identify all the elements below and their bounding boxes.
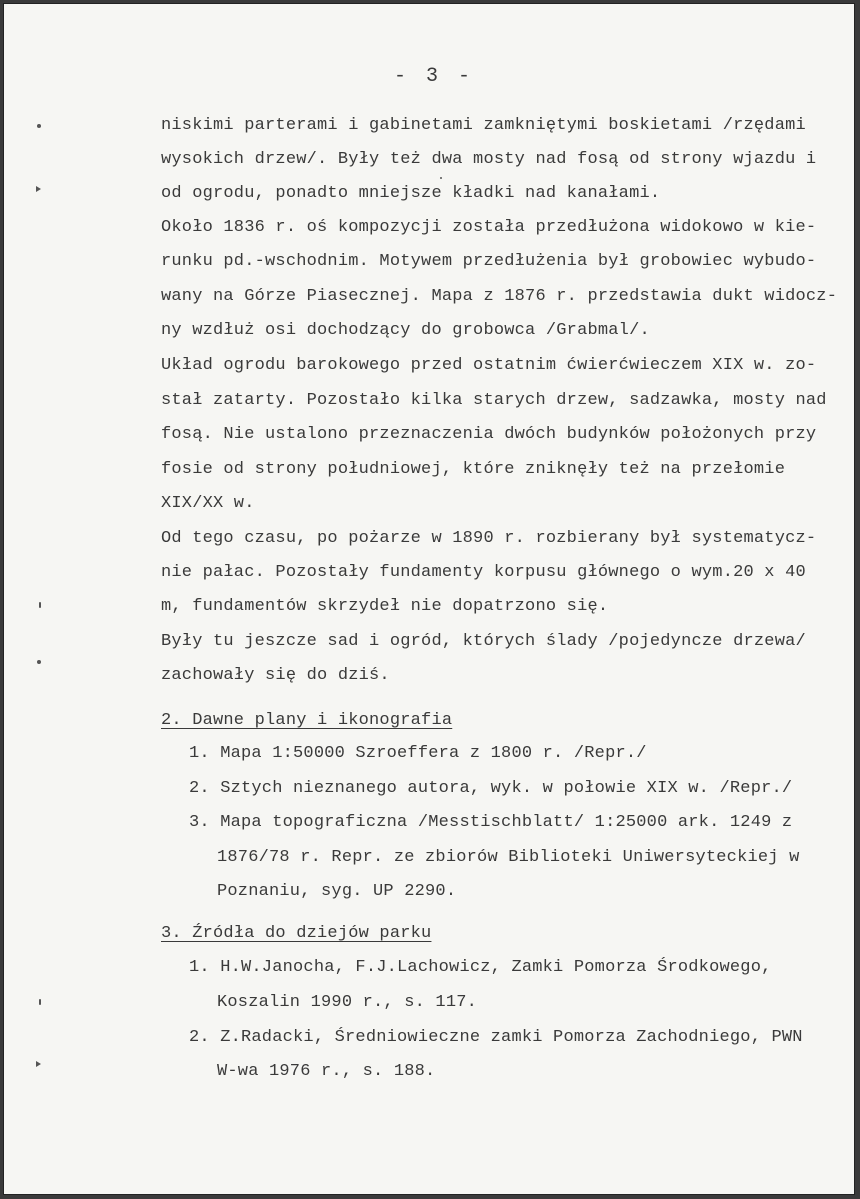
list-item-continuation: W-wa 1976 r., s. 188. [217, 1062, 436, 1081]
text-line: stał zatarty. Pozostało kilka starych drzew, sadzawka, mosty nad [161, 391, 827, 410]
list-item: 1. Mapa 1:50000 Szroeffera z 1800 r. /Repr./ [189, 744, 647, 763]
text-line: niskimi parterami i gabinetami zamkniętymi boskietami /rzędami [161, 116, 806, 135]
text-line: fosą. Nie ustalono przeznaczenia dwóch budynków położonych przy [161, 425, 817, 444]
text-line: nie pałac. Pozostały fundamenty korpusu głównego o wym.20 x 40 [161, 563, 806, 582]
text-line: zachowały się do dziś. [161, 666, 390, 685]
text-line: Układ ogrodu barokowego przed ostatnim ćwierćwieczem XIX w. zo- [161, 356, 817, 375]
page-number: - 3 - [394, 65, 475, 88]
margin-mark [440, 177, 442, 179]
section-heading: 3. Źródła do dziejów parku [161, 924, 432, 943]
text-line: runku pd.-wschodnim. Motywem przedłużenia był grobowiec wybudo- [161, 252, 817, 271]
list-item: 3. Mapa topograficzna /Messtischblatt/ 1:25000 ark. 1249 z [189, 813, 793, 832]
text-line: wany na Górze Piasecznej. Mapa z 1876 r. przedstawia dukt widocz- [161, 287, 838, 306]
text-line: od ogrodu, ponadto mniejsze kładki nad kanałami. [161, 184, 661, 203]
text-line: XIX/XX w. [161, 494, 255, 513]
section-heading: 2. Dawne plany i ikonografia [161, 711, 453, 730]
text-line: fosie od strony południowej, które zniknęły też na przełomie [161, 460, 786, 479]
list-item-continuation: Poznaniu, syg. UP 2290. [217, 882, 457, 901]
text-line: Około 1836 r. oś kompozycji została przedłużona widokowo w kie- [161, 218, 817, 237]
list-item-continuation: 1876/78 r. Repr. ze zbiorów Biblioteki Uniwersyteckiej w [217, 848, 800, 867]
margin-mark [37, 124, 41, 128]
list-item: 2. Z.Radacki, Średniowieczne zamki Pomorza Zachodniego, PWN [189, 1028, 803, 1047]
text-line: Od tego czasu, po pożarze w 1890 r. rozbierany był systematycz- [161, 529, 817, 548]
list-item: 2. Sztych nieznanego autora, wyk. w połowie XIX w. /Repr./ [189, 779, 793, 798]
list-item-continuation: Koszalin 1990 r., s. 117. [217, 993, 478, 1012]
text-line: wysokich drzew/. Były też dwa mosty nad fosą od strony wjazdu i [161, 150, 817, 169]
text-line: Były tu jeszcze sad i ogród, których ślady /pojedyncze drzewa/ [161, 632, 806, 651]
text-line: m, fundamentów skrzydeł nie dopatrzono się. [161, 597, 609, 616]
margin-mark [39, 602, 41, 608]
document-page [3, 3, 855, 1195]
margin-mark [37, 660, 41, 664]
margin-mark [39, 999, 41, 1005]
margin-mark [36, 186, 41, 192]
text-line: ny wzdłuż osi dochodzący do grobowca /Grabmal/. [161, 321, 650, 340]
margin-mark [36, 1061, 41, 1067]
list-item: 1. H.W.Janocha, F.J.Lachowicz, Zamki Pomorza Środkowego, [189, 958, 772, 977]
